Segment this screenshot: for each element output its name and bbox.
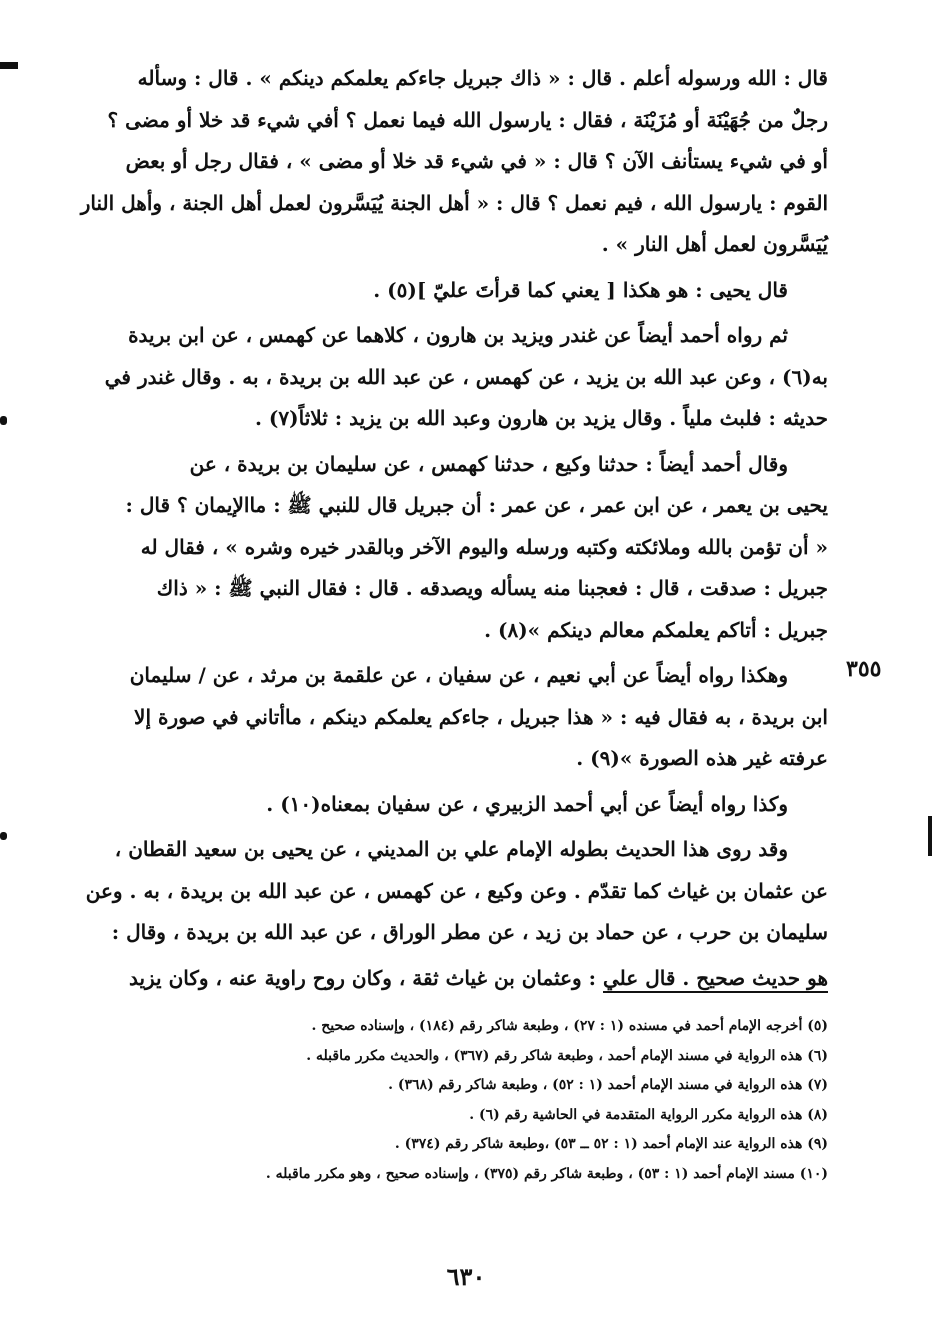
paragraph <box>78 58 828 266</box>
footnote: (١٠) مسند الإمام أحمد (١ : ٥٣) ، وطبعة شاكر رقم (٣٧٥) ، وإسناده صحيح ، وهو مكرر ماقبله . <box>265 1165 828 1182</box>
footnote: (٧) هذه الرواية في مسند الإمام أحمد (١ : ٥٢) ، وطبعة شاكر رقم (٣٦٨) . <box>388 1077 828 1093</box>
paragraph <box>78 655 828 780</box>
text-line: رجلٌ من جُهَيْنَة أو مُزَيْنَة ، فقال : يارسول الله فيما نعمل ؟ أفي شيء قد خلا أو مضى ؟ <box>107 107 828 132</box>
text-line: عرفته غير هذه الصورة »(٩) . <box>576 746 828 770</box>
text-line: القوم : يارسول الله ، فيم نعمل ؟ قال : « أهل الجنة يُيَسَّرون لعمل أهل الجنة ، وأهل النار <box>80 190 828 215</box>
footnote: (٦) هذه الرواية في مسند الإمام أحمد ، وطبعة شاكر رقم (٣٦٧) ، والحديث مكرر ماقبله . <box>306 1047 828 1064</box>
footnotes <box>130 1012 828 1189</box>
text-line: عن عثمان بن غياث كما تقدّم . وعن وكيع ، عن كهمس ، عن عبد الله بن بريدة ، به . وعن <box>85 878 828 903</box>
text-line: يُيَسَّرون لعمل أهل النار » . <box>601 232 828 256</box>
text-line: قال يحيى : هو هكذا [ يعني كما قرأتَ عليّ ](٥) . <box>373 277 788 302</box>
text-line: قال : الله ورسوله أعلم . قال : « ذاك جبريل جاءكم يعلمكم دينكم » . قال : وسأله <box>137 66 828 90</box>
text-line: ثم رواه أحمد أيضاً عن غندر ويزيد بن هارون ، كلاهما عن كهمس ، عن ابن بريدة <box>128 323 788 347</box>
text-line: ابن بريدة ، به فقال فيه : « هذا جبريل ، جاءكم يعلمكم دينكم ، ماأتاني في صورة إلا <box>134 704 828 729</box>
text-line: « أن تؤمن بالله وملائكته وكتبه ورسله واليوم الآخر وبالقدر خيره وشره » ، فقال له <box>140 534 828 559</box>
text-line: وهكذا رواه أيضاً عن أبي نعيم ، عن سفيان ، عن علقمة بن مرثد ، عن / سليمان <box>129 663 788 687</box>
text-line: أو في شيء يستأنف الآن ؟ قال : « في شيء قد خلا أو مضى » ، فقال رجل أو بعض <box>125 149 828 173</box>
text-line <box>78 958 828 1000</box>
main-text <box>78 58 828 1003</box>
paragraph <box>78 315 828 440</box>
text-line: سليمان بن حرب ، عن حماد بن زيد ، عن مطر الوراق ، عن عبد الله بن بريدة ، وقال : <box>111 920 828 944</box>
text-segment: : وعثمان بن غياث ثقة ، وكان روح راوية عنه ، وكان يزيد <box>128 965 604 990</box>
paragraph <box>78 444 828 652</box>
text-line: يحيى بن يعمر ، عن ابن عمر ، عن عمر : أن جبريل قال للنبي ﷺ : ماالإيمان ؟ قال : <box>125 493 828 517</box>
scan-mark-top <box>0 62 18 69</box>
footnote: (٩) هذه الرواية عند الإمام أحمد (١ : ٥٢ ــ ٥٣) ،وطبعة شاكر رقم (٣٧٤) . <box>394 1136 828 1152</box>
text-line: حديثه : فلبث ملياً . وقال يزيد بن هارون وعبد الله بن يزيد : ثلاثاً(٧) . <box>255 406 828 430</box>
footnote: (٥) أخرجه الإمام أحمد في مسنده (١ : ٢٧) ، وطبعة شاكر رقم (١٨٤) ، وإسناده صحيح . <box>311 1018 828 1034</box>
text-line: وقد روى هذا الحديث بطوله الإمام علي بن المديني ، عن يحيى بن سعيد القطان ، <box>114 837 788 861</box>
text-line: وكذا رواه أيضاً عن أبي أحمد الزبيري ، عن سفيان بمعناه(١٠) . <box>266 791 788 816</box>
paragraph <box>78 270 828 312</box>
paragraph <box>78 829 828 954</box>
paragraph <box>78 784 828 826</box>
text-line: به(٦) ، وعن عبد الله بن يزيد ، عن كهمس ، عن عبد الله بن بريدة ، به . وقال غندر في <box>104 364 828 389</box>
text-line: وقال أحمد أيضاً : حدثنا وكيع ، حدثنا كهمس ، عن سليمان بن بريدة ، عن <box>189 451 788 476</box>
page-number: ٦٣٠ <box>446 1262 486 1291</box>
scan-mark-right-edge <box>928 816 932 856</box>
scan-mark-middle <box>0 416 7 425</box>
underlined-text: هو حديث صحيح . قال علي <box>603 965 828 990</box>
paragraph <box>78 958 828 1000</box>
text-line: جبريل : أتاكم يعلمكم معالم دينكم »(٨) . <box>484 617 828 642</box>
footnote: (٨) هذه الرواية مكرر الرواية المتقدمة في الحاشية رقم (٦) . <box>469 1106 828 1123</box>
margin-page-reference: ٣٥٥ <box>846 656 882 682</box>
text-line: جبريل : صدقت ، قال : فعجبنا منه يسأله ويصدقه . قال : فقال النبي ﷺ : « ذاك <box>156 576 828 600</box>
scan-mark-lower <box>0 832 7 840</box>
